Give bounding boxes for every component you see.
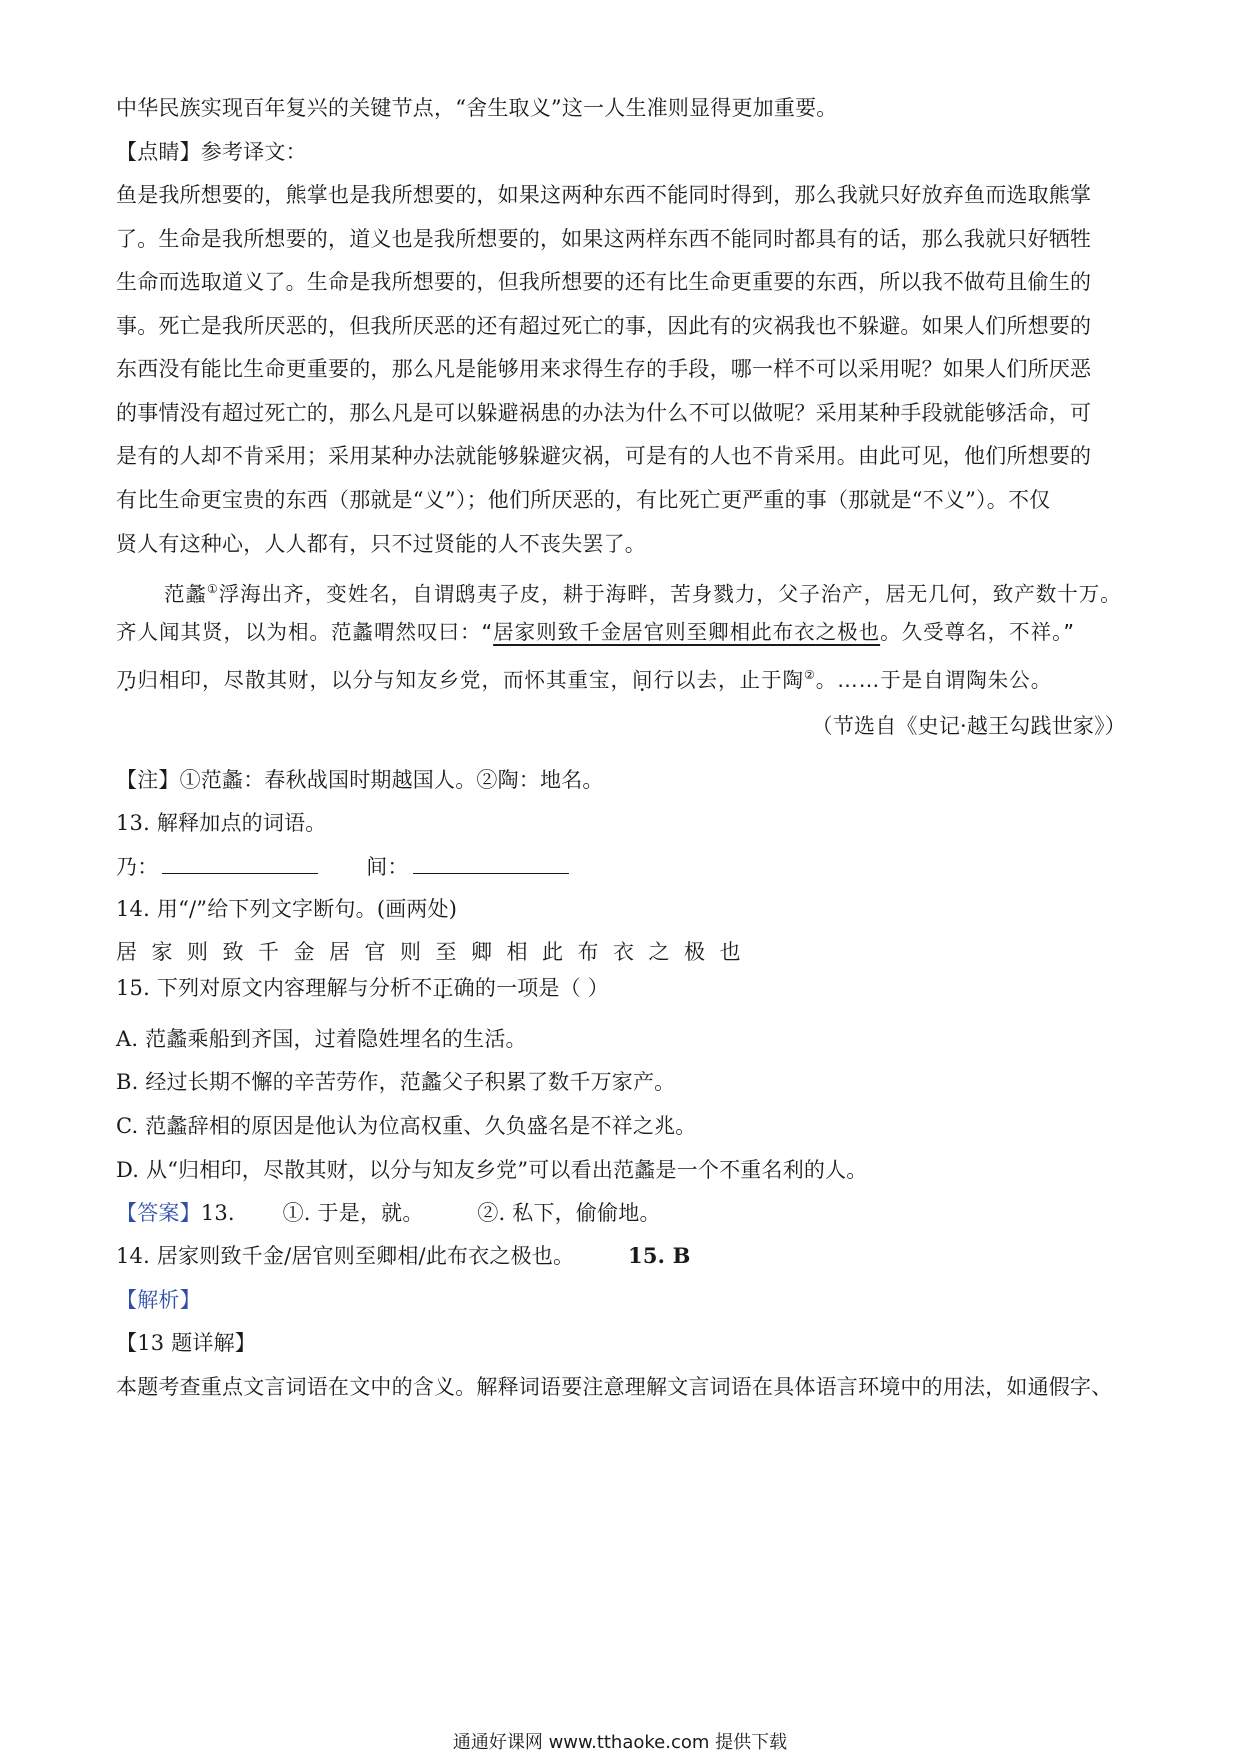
q13-detail-label: 【13 题详解】 xyxy=(116,1331,256,1355)
dotted-not-correct: 不正确 xyxy=(411,976,475,1000)
answer-label: 【答案】 xyxy=(116,1201,201,1225)
translation-line-2: 了。生命是我所想要的，道义也是我所想要的，如果这两样东西不能同时都具有的话，那么我就只好牺牲 xyxy=(116,227,1092,251)
q15-stem: 15. 下列对原文内容理解与分析不正确的一项是（ ） xyxy=(116,976,609,1000)
translation-line-5: 东西没有能比生命更重要的，那么凡是能够用来求得生存的手段，哪一样不可以采用呢？如果人们所厌恶 xyxy=(116,357,1092,381)
translation-line-6: 的事情没有超过死亡的，那么凡是可以躲避祸患的办法为什么不可以做呢？采用某种手段就能够活命，可 xyxy=(116,401,1092,425)
passage-line-1: 范蠡①浮海出齐，变姓名，自谓鸱夷子皮，耕于海畔，苦身戮力，父子治产，居无几何，致产数十万。 xyxy=(164,581,1122,606)
q15-option-d: D. 从“归相印，尽散其财，以分与知友乡党”可以看出范蠡是一个不重名利的人。 xyxy=(116,1158,868,1182)
footer-credit: 通通好课网 www.tthaoke.com 提供下载 xyxy=(452,1732,788,1753)
q14-stem: 14. 用“/”给下列文字断句。(画两处) xyxy=(116,897,458,921)
q13-blank-1[interactable] xyxy=(162,851,318,874)
passage-line-2: 齐人闻其贤，以为相。范蠡喟然叹曰：“居家则致千金居官则至卿相此布衣之极也。久受尊名，不祥。” xyxy=(116,620,1075,644)
translation-line-8: 有比生命更宝贵的东西（那就是“义”）；他们所厌恶的，有比死亡更严重的事（那就是“不义”）。不仅 xyxy=(116,488,1051,512)
intro-line: 中华民族实现百年复兴的关键节点，“舍生取义”这一人生准则显得更加重要。 xyxy=(116,96,838,120)
dianjing-label: 【点睛】参考译文： xyxy=(116,140,307,164)
q13-detail-text: 本题考查重点文言词语在文中的含义。解释词语要注意理解文言词语在具体语言环境中的用法，如通假字、 xyxy=(116,1375,1113,1399)
q15-option-a: A. 范蠡乘船到齐国，过着隐姓埋名的生活。 xyxy=(116,1027,527,1051)
dotted-word-jian: 间 xyxy=(632,667,654,692)
underlined-sentence: 居家则致千金居官则至卿相此布衣之极也 xyxy=(493,620,881,644)
analysis-label: 【解析】 xyxy=(116,1288,201,1312)
q15-option-c: C. 范蠡辞相的原因是他认为位高权重、久负盛名是不祥之兆。 xyxy=(116,1114,697,1138)
dotted-word-nai: 乃 xyxy=(116,667,138,692)
translation-line-1: 鱼是我所想要的，熊掌也是我所想要的，如果这两种东西不能同时得到，那么我就只好放弃鱼而选取熊掌 xyxy=(116,183,1092,207)
q14-text: 居家则致千金居官则至卿相此布衣之极也 xyxy=(116,940,755,964)
answer-line-2: 14. 居家则致千金/居官则至卿相/此布衣之极也。 15. B xyxy=(116,1243,691,1268)
translation-line-7: 是有的人却不肯采用；采用某种办法就能够躲避灾祸，可是有的人也不肯采用。由此可见，他们所想要的 xyxy=(116,444,1092,468)
answer-line: 【答案】13. ①. 于是，就。 ②. 私下，偷偷地。 xyxy=(116,1201,661,1225)
q15-option-b: B. 经过长期不懈的辛苦劳作，范蠡父子积累了数千万家产。 xyxy=(116,1070,676,1094)
passage-line-3: 乃归相印，尽散其财，以分与知友乡党，而怀其重宝，间行以去，止于陶②。……于是自谓陶朱公。 xyxy=(116,667,1053,692)
q13-stem: 13. 解释加点的词语。 xyxy=(116,811,327,835)
translation-line-9: 贤人有这种心，人人都有，只不过贤能的人不丧失罢了。 xyxy=(116,532,646,556)
translation-line-4: 事。死亡是我所厌恶的，但我所厌恶的还有超过死亡的事，因此有的灾祸我也不躲避。如果人们所想要的 xyxy=(116,314,1092,338)
q13-items: 乃： 间： xyxy=(116,851,1126,882)
passage-source: （节选自《史记·越王勾践世家》） xyxy=(811,714,1126,738)
translation-line-3: 生命而选取道义了。生命是我所想要的，但我所想要的还有比生命更重要的东西，所以我不做苟且偷生的 xyxy=(116,270,1092,294)
note-line: 【注】①范蠡：春秋战国时期越国人。②陶：地名。 xyxy=(116,768,604,792)
q13-blank-2[interactable] xyxy=(413,851,569,874)
